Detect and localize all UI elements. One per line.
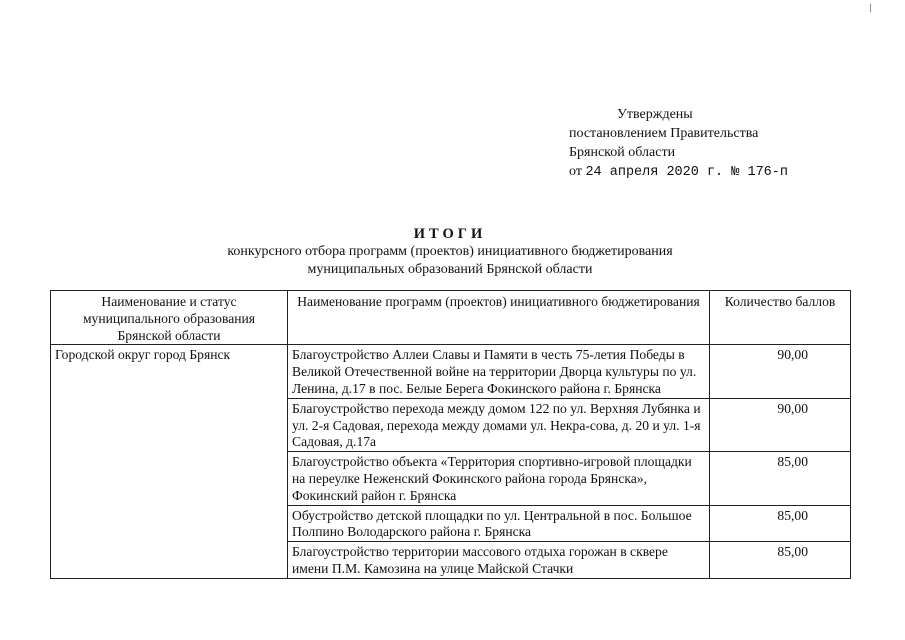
header-program: Наименование программ (проектов) инициативного бюджетирования: [288, 291, 710, 345]
title-subtitle-line2: муниципальных образований Брянской области: [307, 262, 593, 277]
header-score: Количество баллов: [710, 291, 851, 345]
document-title: [0, 225, 900, 279]
approval-date-prefix: от: [569, 164, 582, 179]
title-subtitle-line1: конкурсного отбора программ (проектов) инициативного бюджетирования: [227, 244, 673, 259]
program-cell: Обустройство детской площадки по ул. Центральной в пос. Большое Полпино Володарского района г. Брянска: [288, 505, 710, 542]
approval-block: [569, 105, 788, 182]
municipality-cell: Городской округ город Брянск: [51, 345, 288, 578]
approval-line-region: Брянской области: [569, 145, 676, 160]
program-cell: Благоустройство Аллеи Славы и Памяти в честь 75-летия Победы в Великой Отечественной войне на территории Дворца культуры по ул. Ленина, д.17 в пос. Белые Берега Фокинского района г. Брянска: [288, 345, 710, 398]
header-municipality: Наименование и статус муниципального образования Брянской области: [51, 291, 288, 345]
approval-line-resolution: постановлением Правительства: [569, 126, 759, 141]
page-corner-mark: [870, 4, 871, 12]
table-header-row: [51, 291, 851, 345]
table-row: [51, 345, 851, 398]
approval-date-number: 24 апреля 2020 г. № 176-п: [585, 165, 788, 180]
score-cell: 90,00: [710, 345, 851, 398]
approval-line-approved: Утверждены: [617, 107, 693, 122]
score-cell: 90,00: [710, 398, 851, 451]
program-cell: Благоустройство объекта «Территория спортивно-игровой площадки на переулке Неженский Фокинского района города Брянска», Фокинский район г. Брянска: [288, 452, 710, 505]
score-cell: 85,00: [710, 505, 851, 542]
title-heading: ИТОГИ: [413, 226, 487, 242]
score-cell: 85,00: [710, 542, 851, 579]
results-table: [50, 290, 851, 579]
program-cell: Благоустройство территории массового отдыха горожан в сквере имени П.М. Камозина на улице Майской Стачки: [288, 542, 710, 579]
approval-line-date: [569, 162, 788, 182]
score-cell: 85,00: [710, 452, 851, 505]
program-cell: Благоустройство перехода между домом 122 по ул. Верхняя Лубянка и ул. 2-я Садовая, перехода между домами ул. Некра-сова, д. 20 и ул. 1-я Садовая, д.17а: [288, 398, 710, 451]
